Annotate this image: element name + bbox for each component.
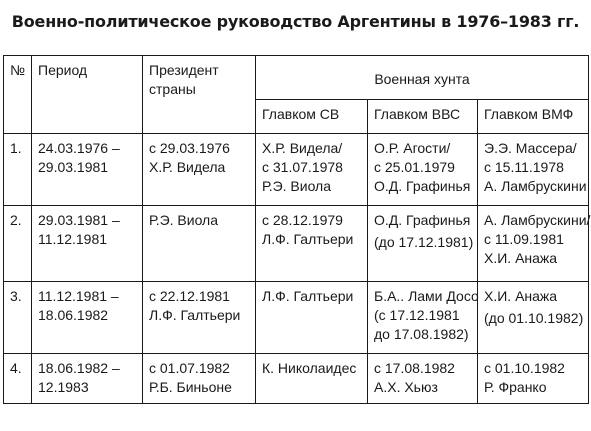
cell-line: с 25.01.1979 <box>374 159 455 175</box>
cell-line: Р.Э. Виола <box>149 212 219 228</box>
cell-president <box>143 282 256 354</box>
cell-line: с 28.12.1979 <box>262 212 343 228</box>
cell-line: с 01.07.1982 <box>149 360 230 376</box>
cell-line: Р.Э. Виола <box>262 178 332 194</box>
leadership-table <box>3 55 589 404</box>
header-row-top <box>4 56 589 100</box>
table-row <box>4 354 589 404</box>
cell-line: Б.А.. Лами Досо <box>374 288 479 304</box>
cell-num: 2. <box>4 206 32 282</box>
header-president-line: страны <box>149 81 196 97</box>
cell-line: Р. Франко <box>484 379 547 395</box>
cell-president <box>143 206 256 282</box>
cell-line: 11.12.1981 <box>38 231 108 247</box>
cell-line: А. Ламбрускини/ <box>484 212 591 228</box>
cell-line: К. Николаидес <box>262 360 357 376</box>
cell-line: 29.03.1981 – <box>38 212 120 228</box>
cell-line: с 31.07.1978 <box>262 159 343 175</box>
header-army: Главком СВ <box>256 100 368 134</box>
table-row <box>4 206 589 282</box>
cell-president <box>143 354 256 404</box>
header-num: № <box>4 56 32 134</box>
cell-line: Х.И. Анажа <box>484 288 558 304</box>
cell-line: с 17.08.1982 <box>374 360 455 376</box>
header-navy: Главком ВМФ <box>478 100 589 134</box>
cell-army <box>256 354 368 404</box>
cell-period <box>32 282 143 354</box>
header-junta: Военная хунта <box>256 56 589 100</box>
cell-line: (до 01.10.1982) <box>484 310 584 326</box>
cell-airforce <box>368 134 478 206</box>
cell-line: Х.И. Анажа <box>484 250 558 266</box>
cell-line: 12.1983 <box>38 379 89 395</box>
cell-line: с 29.03.1976 <box>149 140 230 156</box>
cell-line: Л.Ф. Галтьери <box>149 307 241 323</box>
cell-line: О.Д. Графинья <box>374 178 471 194</box>
cell-line: 18.06.1982 – <box>38 360 120 376</box>
cell-line: Х.Р. Видела/ <box>262 140 343 156</box>
cell-line: до 17.08.1982) <box>374 326 469 342</box>
cell-line: с 01.10.1982 <box>484 360 565 376</box>
cell-line: О.Р. Агости/ <box>374 140 451 156</box>
cell-airforce <box>368 354 478 404</box>
cell-navy <box>478 134 589 206</box>
cell-line: О.Д. Графинья <box>374 212 471 228</box>
cell-line: с 11.09.1981 <box>484 231 564 247</box>
cell-period <box>32 354 143 404</box>
cell-period <box>32 206 143 282</box>
cell-navy <box>478 354 589 404</box>
cell-line: с 15.11.1978 <box>484 159 564 175</box>
header-airforce: Главком ВВС <box>368 100 478 134</box>
cell-line: 29.03.1981 <box>38 159 109 175</box>
cell-line: с 22.12.1981 <box>149 288 230 304</box>
cell-line: 24.03.1976 – <box>38 140 120 156</box>
page-title: Военно-политическое руководство Аргентины в 1976–1983 гг. <box>11 12 580 31</box>
cell-airforce <box>368 282 478 354</box>
cell-line: Э.Э. Массера/ <box>484 140 577 156</box>
cell-num: 4. <box>4 354 32 404</box>
cell-navy <box>478 206 589 282</box>
cell-num: 3. <box>4 282 32 354</box>
cell-line: Р.Б. Биньоне <box>149 379 232 395</box>
table-row <box>4 134 589 206</box>
cell-period <box>32 134 143 206</box>
header-period: Период <box>32 56 143 134</box>
cell-army <box>256 206 368 282</box>
cell-navy <box>478 282 589 354</box>
cell-president <box>143 134 256 206</box>
cell-num: 1. <box>4 134 32 206</box>
cell-line: Л.Ф. Галтьери <box>262 288 354 304</box>
cell-line: 11.12.1981 – <box>38 288 119 304</box>
table-row <box>4 282 589 354</box>
cell-line: (с 17.12.1981 <box>374 307 460 323</box>
header-president <box>143 56 256 134</box>
cell-airforce <box>368 206 478 282</box>
header-president-line: Президент <box>149 62 219 78</box>
cell-army <box>256 282 368 354</box>
cell-army <box>256 134 368 206</box>
cell-line: 18.06.1982 <box>38 307 109 323</box>
cell-line: Л.Ф. Галтьери <box>262 231 354 247</box>
cell-line: Х.Р. Видела <box>149 159 226 175</box>
cell-line: А.Х. Хьюз <box>374 379 438 395</box>
cell-line: (до 17.12.1981) <box>374 234 474 250</box>
cell-line: А. Ламбрускини <box>484 178 587 194</box>
